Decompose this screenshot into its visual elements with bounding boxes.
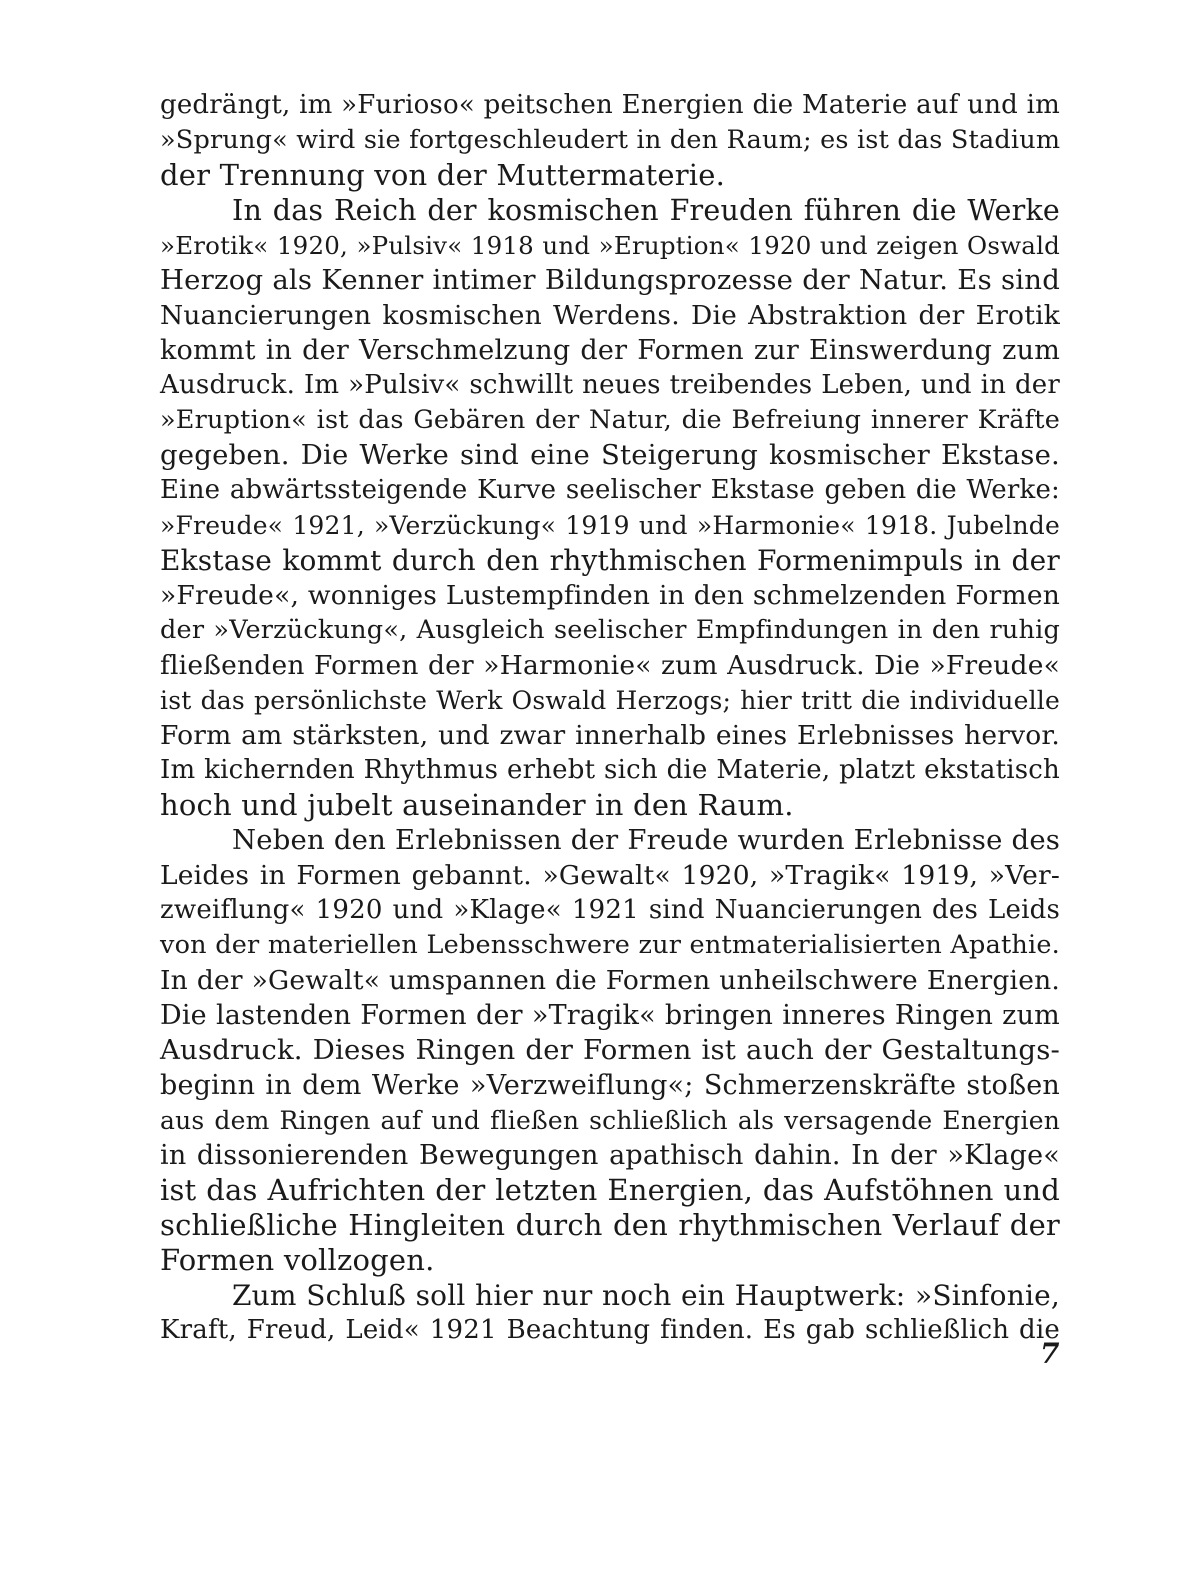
- text-line: in dissonierenden Bewegungen apathisch dahin. In der »Klage«: [160, 1140, 1060, 1171]
- page-number: 7: [1040, 1337, 1060, 1370]
- text-line: »Freude« 1921, »Verzückung« 1919 und »Harmonie« 1918. Jubelnde: [160, 511, 1060, 540]
- text-line: Nuancierungen kosmischen Werdens. Die Abstraktion der Erotik: [160, 300, 1060, 331]
- text-line: Formen vollzogen.: [160, 1243, 435, 1277]
- text-line: Ekstase kommt durch den rhythmischen Formenimpuls in der: [160, 544, 1060, 577]
- text-line: »Sprung« wird sie fortgeschleudert in den Raum; es ist das Stadium: [160, 125, 1061, 155]
- text-line: Neben den Erlebnissen der Freude wurden Erlebnisse des: [232, 824, 1061, 856]
- text-line: In das Reich der kosmischen Freuden führen die Werke: [232, 194, 1060, 227]
- text-line: Zum Schluß soll hier nur noch ein Hauptwerk: »Sinfonie,: [232, 1279, 1060, 1312]
- text-line: fließenden Formen der »Harmonie« zum Ausdruck. Die »Freude«: [160, 650, 1060, 681]
- text-line: »Erotik« 1920, »Pulsiv« 1918 und »Eruption« 1920 und zeigen Oswald: [160, 231, 1060, 260]
- text-line: Die lastenden Formen der »Tragik« bringen inneres Ringen zum: [160, 1000, 1060, 1031]
- text-line: »Eruption« ist das Gebären der Natur, die Befreiung innerer Kräfte: [160, 405, 1060, 435]
- text-line: hoch und jubelt auseinander in den Raum.: [160, 788, 794, 822]
- text-line: zweiflung« 1920 und »Klage« 1921 sind Nuancierungen des Leids: [160, 895, 1060, 925]
- text-line: der Trennung von der Muttermaterie.: [160, 158, 726, 192]
- text-line: von der materiellen Lebensschwere zur entmaterialisierten Apathie.: [160, 930, 1060, 960]
- text-line: der »Verzückung«, Ausgleich seelischer Empfindungen in den ruhig: [160, 615, 1060, 645]
- body-text: [160, 88, 1060, 1348]
- text-line: ist das persönlichste Werk Oswald Herzogs; hier tritt die individuelle: [160, 686, 1060, 715]
- text-line: gegeben. Die Werke sind eine Steigerung kosmischer Ekstase.: [160, 439, 1060, 471]
- text-line: Kraft, Freud, Leid« 1921 Beachtung finden. Es gab schließlich die: [160, 1315, 1060, 1345]
- text-line: Leides in Formen gebannt. »Gewalt« 1920, »Tragik« 1919, »Ver-: [160, 860, 1060, 891]
- text-line: Form am stärksten, und zwar innerhalb eines Erlebnisses hervor.: [160, 720, 1060, 751]
- text-line: »Freude«, wonniges Lustempfinden in den schmelzenden Formen: [160, 580, 1060, 611]
- text-line: gedrängt, im »Furioso« peitschen Energien die Materie auf und im: [160, 90, 1060, 120]
- text-line: Eine abwärtssteigende Kurve seelischer Ekstase geben die Werke:: [160, 475, 1060, 505]
- text-line: schließliche Hingleiten durch den rhythmischen Verlauf der: [160, 1208, 1060, 1242]
- text-line: kommt in der Verschmelzung der Formen zur Einswerdung zum: [160, 335, 1060, 366]
- text-line: Herzog als Kenner intimer Bildungsprozesse der Natur. Es sind: [160, 264, 1060, 296]
- text-line: Im kichernden Rhythmus erhebt sich die Materie, platzt ekstatisch: [160, 755, 1060, 785]
- text-line: Ausdruck. Dieses Ringen der Formen ist auch der Gestaltungs-: [160, 1034, 1060, 1066]
- text-line: In der »Gewalt« umspannen die Formen unheilschwere Energien.: [160, 965, 1060, 996]
- text-line: aus dem Ringen auf und fließen schließlich als versagende Energien: [160, 1106, 1060, 1135]
- text-line: Ausdruck. Im »Pulsiv« schwillt neues treibendes Leben, und in der: [160, 370, 1060, 400]
- text-line: beginn in dem Werke »Verzweiflung«; Schmerzenskräfte stoßen: [160, 1070, 1060, 1101]
- text-line: ist das Aufrichten der letzten Energien, das Aufstöhnen und: [160, 1173, 1060, 1207]
